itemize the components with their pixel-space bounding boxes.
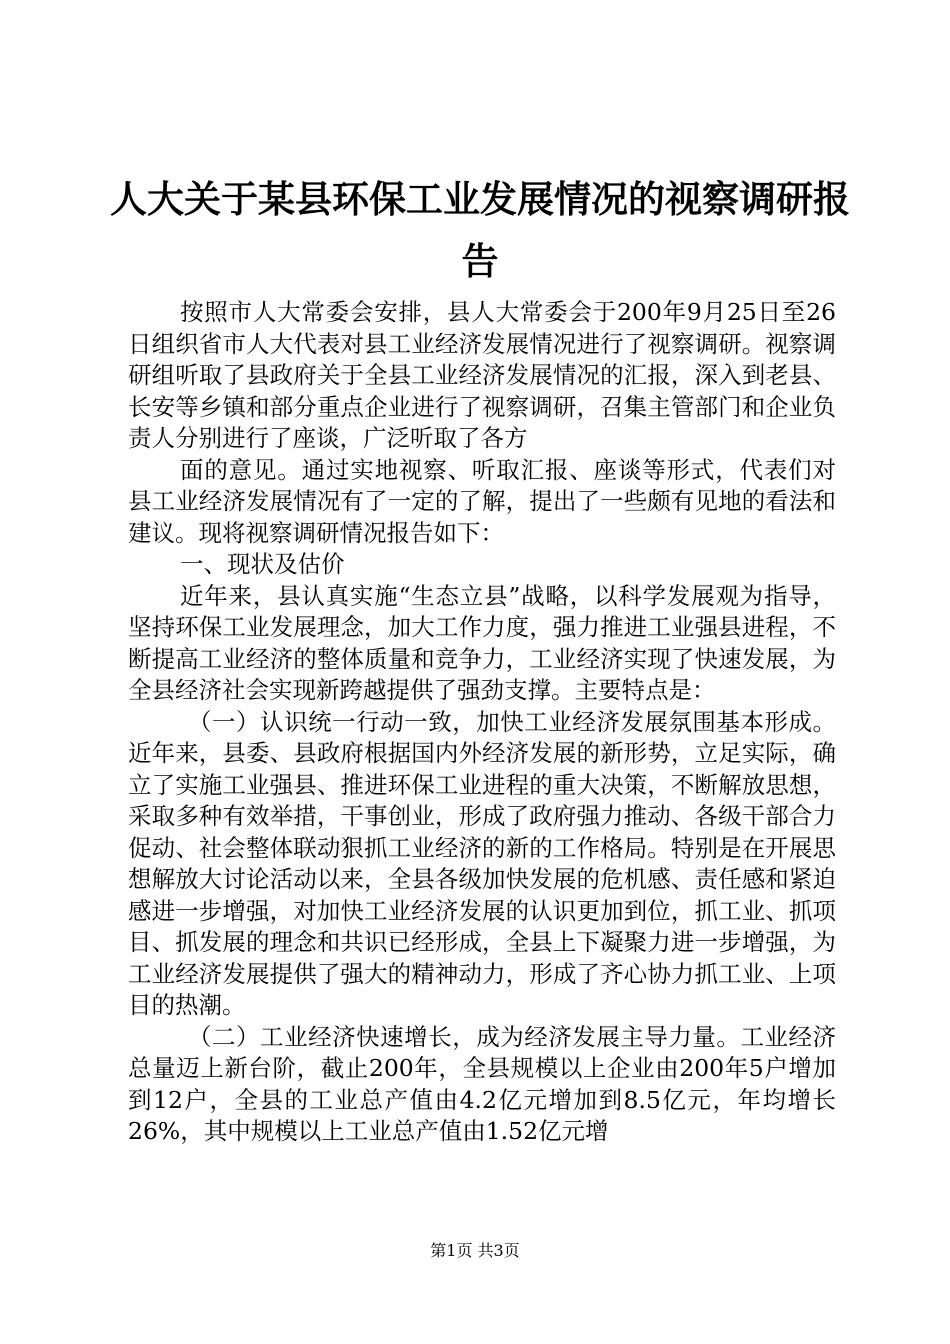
paragraph-intro-continued: 面的意见。通过实地视察、听取汇报、座谈等形式，代表们对县工业经济发展情况有了一定的了解，提出了一些颇有见地的看法和建议。现将视察调研情况报告如下： <box>128 455 836 547</box>
document-title: 人大关于某县环保工业发展情况的视察调研报告 <box>110 177 850 283</box>
paragraph-overview: 近年来，县认真实施“生态立县”战略，以科学发展观为指导，坚持环保工业发展理念，加大工作力度，强力推进工业强县进程，不断提高工业经济的整体质量和竞争力，工业经济实现了快速发展，为全县经济社会实现新跨越提供了强劲支撑。主要特点是： <box>128 581 836 704</box>
paragraph-point-2: （二）工业经济快速增长，成为经济发展主导力量。工业经济总量迈上新台阶，截止200年，全县规模以上企业由200年5户增加到12户，全县的工业总产值由4.2亿元增加到8.5亿元，年均增长26%，其中规模以上工业总产值由1.52亿元增 <box>128 1022 836 1145</box>
paragraph-intro: 按照市人大常委会安排，县人大常委会于200年9月25日至26日组织省市人大代表对县工业经济发展情况进行了视察调研。视察调研组听取了县政府关于全县工业经济发展情况的汇报，深入到老县、长安等乡镇和部分重点企业进行了视察调研，召集主管部门和企业负责人分别进行了座谈，广泛听取了各方 <box>128 298 836 452</box>
paragraph-point-1: （一）认识统一行动一致，加快工业经济发展氛围基本形成。近年来，县委、县政府根据国内外经济发展的新形势，立足实际，确立了实施工业强县、推进环保工业进程的重大决策，不断解放思想，采取多种有效举措，干事创业，形成了政府强力推动、各级干部合力促动、社会整体联动狠抓工业经济的新的工作格局。特别是在开展思想解放大讨论活动以来，全县各级加快发展的危机感、责任感和紧迫感进一步增强，对加快工业经济发展的认识更加到位，抓工业、抓项目、抓发展的理念和共识已经形成，全县上下凝聚力进一步增强，为工业经济发展提供了强大的精神动力，形成了齐心协力抓工业、上项目的热潮。 <box>128 707 836 1019</box>
page-number: 第1页 共3页 <box>430 1241 520 1260</box>
section-heading: 一、现状及估价 <box>180 550 345 578</box>
document-body <box>128 297 836 1148</box>
